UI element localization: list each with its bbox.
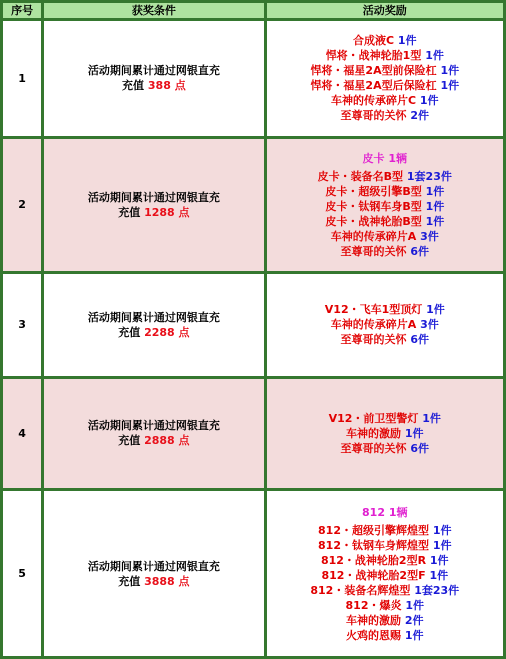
reward-name: 车神的激励 (346, 426, 402, 440)
condition-unit: 点 (174, 325, 190, 339)
reward-item (267, 583, 503, 598)
reward-qty: 1件 (429, 553, 449, 567)
reward-highlight (267, 151, 503, 166)
reward-name: 812・装备名辉煌型 (310, 583, 411, 597)
row-rewards (267, 21, 503, 136)
row-condition (44, 274, 263, 376)
condition-text: 活动期间累计通过网银直充 (87, 310, 220, 324)
reward-qty: 1件 (440, 79, 460, 93)
reward-name: 车神的传承碎片C (330, 94, 417, 108)
reward-name: 至尊哥的关怀 (340, 333, 407, 347)
reward-qty: 1件 (404, 426, 424, 440)
condition-text: 活动期间累计通过网银直充 (87, 190, 220, 204)
reward-qty: 3件 (420, 229, 439, 243)
condition-label: 充值 (118, 325, 145, 339)
condition-text: 活动期间累计通过网银直充 (87, 419, 220, 433)
row-condition (44, 139, 263, 271)
condition-label: 充值 (118, 205, 145, 219)
reward-item (267, 317, 503, 332)
table-row (3, 379, 503, 489)
reward-name: 至尊哥的关怀 (340, 109, 407, 123)
condition-unit: 点 (170, 79, 186, 93)
reward-name: 812・钛钢车身辉煌型 (318, 538, 429, 552)
reward-item (267, 63, 503, 78)
reward-item (267, 426, 503, 441)
reward-item (267, 78, 503, 93)
reward-name: 合成液C (352, 34, 395, 48)
row-rewards (267, 379, 503, 489)
reward-name: 车神的传承碎片A (330, 229, 417, 243)
reward-qty: 6件 (410, 441, 430, 455)
reward-qty: 1套23件 (406, 169, 452, 183)
reward-qty: 6件 (410, 244, 430, 258)
reward-item (267, 568, 503, 583)
reward-item (267, 214, 503, 229)
reward-name: 812・战神轮胎2型F (321, 568, 426, 582)
reward-qty: 1件 (404, 628, 424, 642)
reward-qty: 1件 (405, 598, 424, 612)
reward-qty: 1件 (426, 303, 445, 317)
header-reward: 活动奖励 (267, 3, 503, 18)
condition-amount-line (44, 574, 263, 589)
condition-label: 充值 (122, 79, 148, 93)
header-condition: 获奖条件 (44, 3, 263, 18)
reward-highlight-qty: 1辆 (388, 505, 408, 519)
reward-name: 车神的传承碎片A (330, 318, 417, 332)
condition-amount-line (44, 433, 263, 448)
reward-highlight (267, 505, 503, 520)
reward-item (267, 244, 503, 259)
condition-unit: 点 (174, 434, 190, 448)
reward-name: 皮卡・装备名B型 (317, 169, 404, 183)
row-index: 4 (3, 379, 41, 489)
reward-item (267, 553, 503, 568)
reward-item (267, 48, 503, 63)
reward-item (267, 628, 503, 643)
reward-item (267, 302, 503, 317)
reward-name: 至尊哥的关怀 (340, 244, 407, 258)
reward-qty: 1件 (429, 568, 449, 582)
reward-item (267, 598, 503, 613)
reward-qty: 2件 (410, 109, 430, 123)
reward-qty: 1件 (422, 411, 441, 425)
reward-item (267, 184, 503, 199)
row-condition (44, 379, 263, 489)
condition-amount: 2888 (144, 434, 175, 448)
reward-name: 皮卡・钛钢车身B型 (325, 199, 422, 213)
reward-qty: 1件 (425, 184, 445, 198)
row-rewards (267, 274, 503, 376)
row-index: 3 (3, 274, 41, 376)
row-condition (44, 21, 263, 136)
condition-amount: 3888 (144, 574, 175, 588)
reward-item (267, 108, 503, 123)
reward-qty: 1件 (425, 199, 445, 213)
condition-label: 充值 (118, 574, 145, 588)
reward-item (267, 199, 503, 214)
reward-item (267, 538, 503, 553)
reward-qty: 1件 (425, 49, 444, 63)
reward-qty: 3件 (420, 318, 439, 332)
condition-amount: 2288 (144, 325, 175, 339)
reward-name: V12・飞车1型顶灯 (324, 303, 423, 317)
reward-highlight-name: 812 (362, 505, 385, 519)
header-index: 序号 (3, 3, 41, 18)
reward-qty: 6件 (410, 333, 430, 347)
condition-amount-line (44, 78, 263, 93)
condition-unit: 点 (174, 205, 190, 219)
condition-amount: 388 (147, 79, 171, 93)
row-condition (44, 491, 263, 656)
table-row (3, 21, 503, 136)
reward-qty: 1件 (432, 523, 452, 537)
reward-name: 812・爆炎 (345, 598, 402, 612)
reward-qty: 1套23件 (414, 583, 460, 597)
condition-amount-line (44, 325, 263, 340)
condition-unit: 点 (174, 574, 190, 588)
row-rewards (267, 139, 503, 271)
reward-item (267, 411, 503, 426)
table-row (3, 491, 503, 656)
reward-item (267, 332, 503, 347)
reward-qty: 2件 (404, 613, 424, 627)
row-index: 1 (3, 21, 41, 136)
row-index: 5 (3, 491, 41, 656)
reward-item (267, 613, 503, 628)
reward-name: 812・战神轮胎2型R (320, 553, 427, 567)
rewards-body (3, 21, 503, 656)
reward-name: 悍将・战神轮胎1型 (325, 49, 422, 63)
reward-qty: 1件 (419, 94, 439, 108)
reward-item (267, 229, 503, 244)
reward-name: 悍将・福星2A型前保险杠 (310, 64, 437, 78)
condition-label: 充值 (118, 434, 145, 448)
reward-qty: 1件 (440, 64, 460, 78)
reward-name: 车神的激励 (346, 613, 402, 627)
reward-item (267, 93, 503, 108)
row-rewards (267, 491, 503, 656)
reward-highlight-qty: 1辆 (388, 151, 408, 165)
row-index: 2 (3, 139, 41, 271)
table-row (3, 139, 503, 271)
condition-text: 活动期间累计通过网银直充 (87, 64, 220, 78)
reward-name: 皮卡・战神轮胎B型 (325, 214, 422, 228)
reward-name: 皮卡・超级引擎B型 (325, 184, 422, 198)
header-row (3, 3, 503, 18)
reward-qty: 1件 (397, 34, 417, 48)
reward-qty: 1件 (425, 214, 445, 228)
table-row (3, 274, 503, 376)
reward-highlight-name: 皮卡 (362, 151, 385, 165)
reward-name: 火鸡的恩赐 (346, 628, 402, 642)
condition-amount: 1288 (144, 205, 175, 219)
reward-item (267, 441, 503, 456)
reward-name: 至尊哥的关怀 (340, 441, 407, 455)
condition-text: 活动期间累计通过网银直充 (87, 559, 220, 573)
condition-amount-line (44, 205, 263, 220)
reward-name: 812・超级引擎辉煌型 (318, 523, 429, 537)
reward-qty: 1件 (432, 538, 452, 552)
reward-name: V12・前卫型警灯 (328, 411, 419, 425)
reward-item (267, 523, 503, 538)
reward-item (267, 169, 503, 184)
reward-name: 悍将・福星2A型后保险杠 (310, 79, 437, 93)
reward-item (267, 33, 503, 48)
